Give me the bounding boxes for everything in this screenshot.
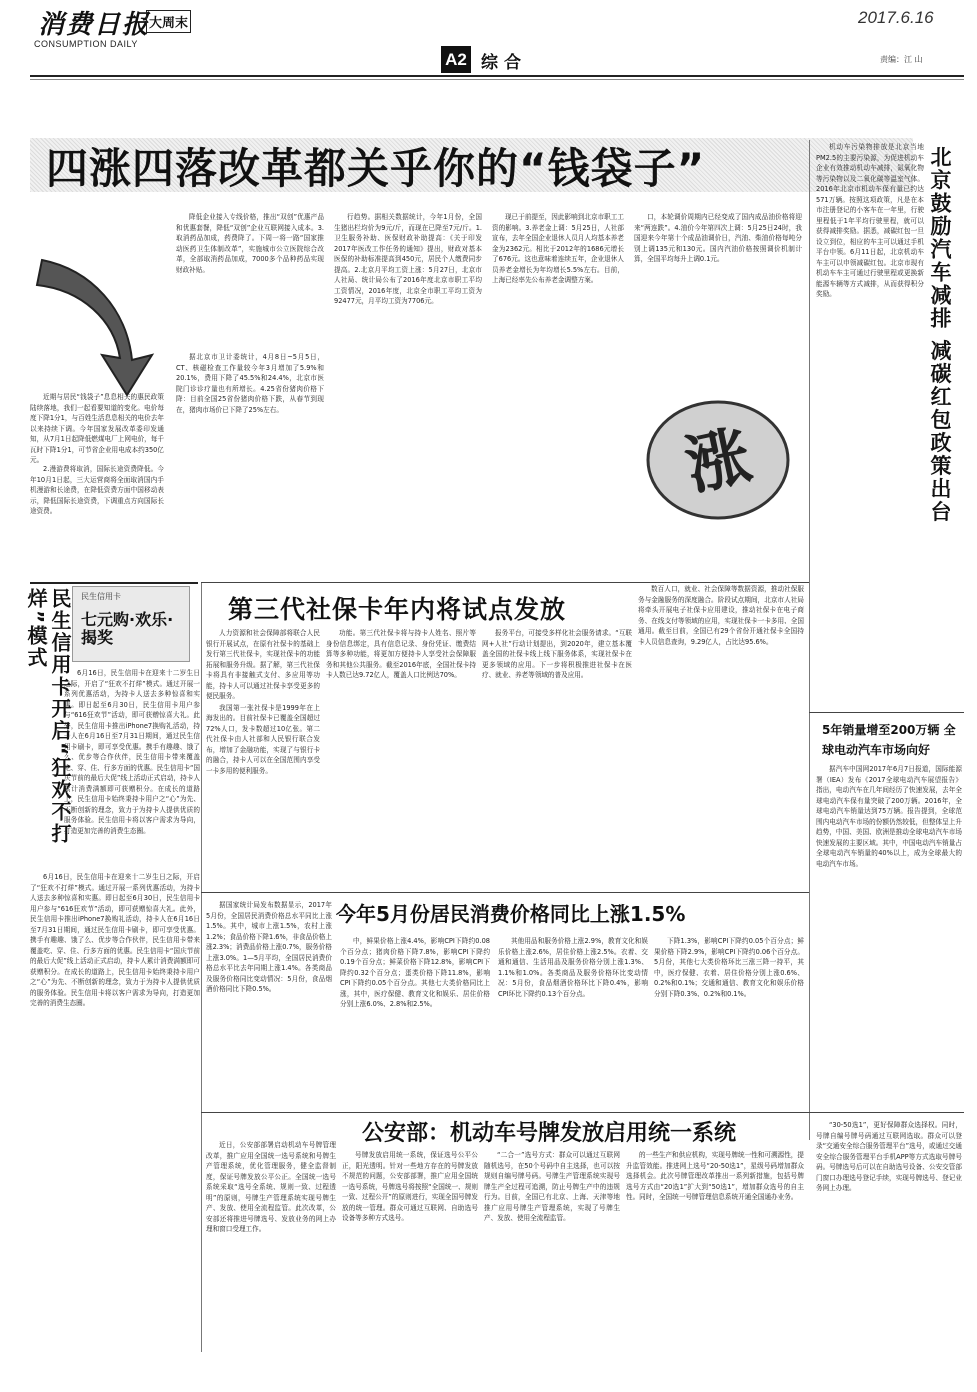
right-story-body (816, 142, 924, 702)
new-energy-headline-text: 5年销量增至200万辆 全球电动汽车市场向好 (822, 723, 956, 757)
social-card-paragraph: 数百人口，就业、社会保障等数据资源，推动社保服务与金融服务的深度融合。阶段试点期间，北京市人社局将牵头开展电子社保卡应用建设，推动社保卡在电子商务、在线支付等领域的应用，实现社保卡一卡多用、全国通用。截至目前，全国已有29个省份开通社保卡全国持卡人员信息查询，9.29亿人，占比达95.6%。 (638, 585, 804, 646)
plate-col-3 (484, 1150, 620, 1384)
top-story-col-6 (492, 212, 624, 580)
social-card-paragraph: 功能。第三代社保卡将与持卡人姓名、照片等身份信息绑定，具有信息记录、身份凭证、缴费结算等多种功能，将更加方便持卡人享受社会保障服务和其他公共服务。截至2016年底，全国社保卡持卡人数已达9.72亿人，覆盖人口比例达70%。 (326, 629, 476, 679)
masthead (0, 0, 977, 73)
page-editor: 责编：江 山 (880, 55, 923, 64)
right-story-paragraph: 机动车污染物排放是北京当地PM2.5的主要污染源，为促进机动车企业有效推动机动车减排，氮氧化物等污染物以及二氧化碳等温室气体。2016年北京市机动车保有量已约达571万辆。按照这项政策，凡是在本市注册登记的小客车在一年里，行驶里程低于1年平均行驶里程，就可以获得减排奖励。据悉，减碳红包一旦设立到位，相应的车主可以通过手机平台申领。6月11日起，北京机动车车主可以申领减碳红包。北京市现有机动车车主可通过行驶里程或更换新能源车辆等方式减排，从而获得积分奖励。 (816, 143, 924, 298)
plate-rule (201, 1112, 964, 1113)
top-story-col-4 (176, 352, 324, 580)
plate-paragraph: “二合一”选号方式：群众可以通过互联网随机选号，在50个号码中自主选择，也可以按规则自编号牌号码。号牌生产管理系统实现号牌生产全过程可追溯，防止号牌生产中的违规行为。目前，全国已有北京、上海、天津等地推广应用号牌生产管理系统，实现了号牌生产、发放、使用全流程监管。 (484, 1151, 620, 1222)
social-card-paragraph: 报务平台，可接受多样化社会服务请求。“互联网+人社”行动计划提出，到2020年，建立基本覆盖全国的社保卡线上线下服务体系，实现社保卡在更多领域的应用。下一步将积极推进社保卡在医疗、就业、养老等领域的普及应用。 (482, 629, 632, 679)
top-story-col-7 (634, 212, 802, 392)
plate-col-1 (206, 1140, 336, 1384)
social-card-paragraph: 人力资源和社会保障部将联合人民银行开展试点，在原有社保卡的基础上发行第三代社保卡，实现社保卡的功能拓展和服务升级。据了解，第三代社保卡将具有非接触式支付、多应用等功能，持卡人可以通过社保卡享受更多的便民服务。 (206, 629, 320, 700)
top-story-paragraph: 降低企业接入专线价格，推出“双创”优惠产品和优惠套餐，降低“双创”企业互联网接入成本。3.取消药品加成，药费降了。下周一将一路“国家推动医药卫生体制改革”，实施城市公立医院综合改革，全部取消药品加成，7000多个品种药品实现财政补贴。 (176, 213, 324, 274)
social-card-col-2 (326, 628, 476, 890)
right-story-headline: 北京鼓励汽车减排 减碳红包政策出台 (928, 146, 952, 524)
social-card-headline: 第三代社保卡年内将试点发放 (228, 595, 567, 624)
top-story-paragraph: 行趋势。据相关数据统计，今年1月份，全国生猪出栏均价为9元/斤，而现在已降至7元/斤。1.卫生服务补助、医保财政补助提高：《关于印发2017年医改工作任务的通知》提出，财政对基本医保的补助标准提高到450元，居民个人缴费同步提高。2.北京月平均工资上涨：5月27日，北京市人社局、统计局公布了2016年度北京市职工平均工资情况，2016年度，北京全市职工平均工资为92477元，月平均工资为7706元。 (334, 213, 482, 305)
page-number: A2 (445, 50, 467, 69)
promo-card-graphic (72, 586, 190, 662)
svg-text:涨: 涨 (679, 419, 758, 505)
promo-subtitle: 七元购·欢乐·揭奖 (81, 610, 174, 647)
social-card-col-4 (638, 584, 804, 890)
masthead-rule (30, 75, 964, 77)
top-story-paragraph: 口，本轮调价周期内已经变成了国内成品油价格将迎来“两连跌”。4.油价今年第四次上调：5月25日24时，我国迎来今年第十个成品油调价日，汽油、柴油价格每吨分别上调135元和130元。国内汽油价格按照调价机制计算，全国平均每升上调0.1元。 (634, 213, 802, 263)
social-card-rule (201, 582, 809, 583)
left-story-paragraph: 6月16日，民生信用卡在迎来十二岁生日之际，开启了“狂欢不打烊”模式。通过开展一系列优惠活动，为持卡人送去多种惊喜和实惠。即日起至6月30日，民生信用卡用户参与“616狂欢节”活动，即可获赠惊喜大礼。此外，民生信用卡推出iPhone7换购礼活动，持卡人在6月16日至7月31日期间，通过民生信用卡刷卡，即可享受优惠。携手有趣趣、饿了么、优步等合作伙伴，民生信用卡带来覆盖吃、穿、住、行多方面的优惠。民生信用卡“国庆节前的最后大促”线上活动正式启动，持卡人累计消费满额即可获赠积分。在成长的道路上，民生信用卡始终秉持卡用户之“心”为先、不断创新的理念，致力于为持卡人提供优质的服务体验。民生信用卡将以客户需求为导向，打造更加完善的消费生态圈。 (30, 873, 200, 1007)
top-story-col-2 (30, 464, 164, 580)
issue-date: 2017.6.16 (858, 8, 934, 27)
new-energy-rule (809, 712, 964, 713)
plate-col-5 (816, 1120, 962, 1384)
plate-paragraph: 号牌发放启用统一系统，保证选号公平公正，阳光透明。针对一些地方存在的号牌发放不规范的问题，公安部部署，推广应用全国统一选号系统，号牌选号将按照“全国统一、规则一致、过程公开”的原则进行，实现全国号牌发放的统一管理。群众可通过互联网、自助选号设备等多种方式选号。 (342, 1151, 478, 1222)
rise-stamp-graphic (638, 395, 798, 525)
cpi-paragraph: 下降1.3%，影响CPI下降约0.05个百分点；鲜果价格下降2.9%，影响CPI下降约0.06个百分点。5月份，其他七大类价格环比三涨三降一持平，其中，医疗保健、衣着、居住价格分别上涨0.6%、0.2%和0.1%；交通和通信、教育文化和娱乐价格分别下降0.3%、0.2%和0.1%。 (654, 937, 804, 998)
top-story-paragraph: 据北京市卫计委统计，4月8日~5月5日，CT、核磁检查工作量较今年3月增加了5.9%和20.1%，费用下降了45.5%和24.4%，北京市医院门诊诊疗量也有所增长。4.25省份猪肉价格下降：目前全国25省份猪肉价格下跌，从春节到现在，猪肉市场价已下降了25%左右。 (176, 353, 324, 414)
page-number-badge (441, 46, 471, 73)
plate-col-4 (626, 1150, 804, 1384)
cpi-paragraph: 其他用品和服务价格上涨2.9%，教育文化和娱乐价格上涨2.6%，居住价格上涨2.5%。衣着、交通和通信、生活用品及服务价格分别上涨1.3%、1.1%和1.0%。各类商品及服务价格环比变动情况：5月份，食品烟酒价格环比下降0.4%，影响CPI环比下降约0.13个百分点。 (498, 937, 648, 998)
cpi-paragraph: 据国家统计局发布数据显示，2017年5月份，全国居民消费价格总水平同比上涨1.5%。其中，城市上涨1.5%，农村上涨1.2%；食品价格下降1.6%，非食品价格上涨2.3%；消费品价格上涨0.7%，服务价格上涨3.0%。1—5月平均，全国居民消费价格总水平比去年同期上涨1.4%。各类商品及服务价格同比变动情况：5月份，食品烟酒价格同比下降0.5%。 (206, 901, 332, 993)
promo-title: 民生信用卡 (81, 592, 121, 601)
left-story-headline: 民生信用卡开启“狂欢不打烊”模式 (24, 588, 72, 846)
new-energy-paragraph: 据汽车中国网2017年6月7日报道，国际能源署（IEA）发布《2017全球电动汽车展望报告》指出，电动汽车在几年间经历了快速发展，去年全球电动汽车保有量突破了200万辆。2016年，全球电动汽车销量达到75万辆。报告提到，全球范围内电动汽车市场的份额仍然较低，但整体呈上升趋势，中国、美国、欧洲是推动全球电动汽车市场快速发展的主要区域。其中，中国电动汽车销量占全球电动汽车销量的40%以上，成为全球最大的电动汽车市场。 (816, 765, 962, 868)
social-card-col-3 (482, 628, 632, 890)
left-story-paragraph: 6月16日，民生信用卡在迎来十二岁生日之际，开启了“狂欢不打烊”模式。通过开展一系列优惠活动，为持卡人送去多种惊喜和实惠。即日起至6月30日，民生信用卡用户参与“616狂欢节”活动，即可获赠惊喜大礼。此外，民生信用卡推出iPhone7换购礼活动，持卡人在6月16日至7月31日期间，通过民生信用卡刷卡，即可享受优惠。携手有趣趣、饿了么、优步等合作伙伴，民生信用卡带来覆盖吃、穿、住、行多方面的优惠。民生信用卡“国庆节前的最后大促”线上活动正式启动，持卡人累计消费满额即可获赠积分。在成长的道路上，民生信用卡始终秉持卡用户之“心”为先、不断创新的理念，致力于为持卡人提供优质的服务体验。民生信用卡将以客户需求为导向，打造更加完善的消费生态圈。 (64, 669, 200, 835)
plate-headline: 公安部：机动车号牌发放启用统一系统 (362, 1121, 737, 1146)
right-column-divider (809, 140, 810, 1140)
masthead-rule-thin (30, 79, 964, 80)
cpi-col-4 (654, 936, 804, 1110)
plate-paragraph: 的一些生产和供应机构，实现号牌统一性和可溯源性，提升监管效能。推进网上选号“20-50选1”，星级号码增加群众选择机会。此次号牌管理改革推出一系列新措施，包括号牌选号方式由“20选1”扩大到“50选1”，增加群众选号的自主性。同时，全国统一号牌管理信息系统开通全国通办业务。 (626, 1151, 804, 1201)
cpi-headline: 今年5月份居民消费价格同比上涨1.5% (336, 902, 686, 926)
masthead-logo-en: CONSUMPTION DAILY (34, 39, 138, 49)
social-card-divider (201, 582, 202, 1352)
top-story-col-5 (334, 212, 482, 580)
cpi-col-2 (340, 936, 490, 1110)
new-energy-headline (822, 720, 962, 760)
new-energy-body (816, 764, 962, 1164)
cpi-col-3 (498, 936, 648, 1110)
top-story-col-1 (30, 212, 164, 494)
weekend-badge: 大周末 (146, 10, 191, 33)
social-card-paragraph: 我国第一张社保卡是1999年在上海发出的。目前社保卡已覆盖全国超过72%人口，发卡数超过10亿张。第二代社保卡由人社部和人民银行联合发布，增加了金融功能，实现了与银行卡的融合，持卡人可以在全国范围内享受一卡多用的便利服务。 (206, 703, 320, 775)
social-card-col-1 (206, 628, 320, 890)
top-story-paragraph: 近期与居民“钱袋子”息息相关的惠民政策陆续落地，我们一起看要知道的变化。电价每度下降1分1，与百姓生活息息相关的电价去年以来持续下调。今年国家发展改革委印发通知，从7月1日起降低燃煤电厂上网电价，每千瓦时下降1分1，可节省企业用电成本约350亿元。 (30, 393, 164, 464)
top-story-paragraph: 现已于前提至，因此影响到北京市职工工资的影响。3.养老金上调：5月25日，人社部宣布，去年全国企业退休人员月人均基本养老金为2362元。相比于2012年的1686元增长了676元。这也意味着连续五年，企业退休人员养老金增长为年均增长5.5%左右。目前，上海已经率先公布养老金调整方案。 (492, 213, 624, 284)
section-label: 综合 (481, 53, 527, 73)
top-story-paragraph: 2.漫游费将取消，国际长途资费降低。今年10月1日起，三大运营商将全面取消国内手机漫游和长途费，在降低资费方面中国移动表示，降低国际长途资费，下调重点方向国际长途资费。 (30, 465, 164, 515)
cpi-col-1 (206, 900, 332, 1110)
left-story-body-lower (30, 868, 200, 1348)
top-story-headline: 四涨四落改革都关乎你的“钱袋子” (46, 144, 706, 193)
cpi-rule (201, 892, 809, 893)
masthead-logo: 消费日报 (38, 10, 151, 40)
left-story-rule (30, 582, 198, 584)
plate-paragraph: “30-50选1”，更好保障群众选择权。同时，号牌自编号牌号码通过互联网选取。群众可以登录“交通安全综合服务管理平台”选号，或通过交通安全综合服务管理平台手机APP等方式选取号牌号码。号牌选号后可以在自助选号设备、公安交管部门窗口办理选号登记手续，实现号牌选号、登记业务网上办理。 (816, 1121, 962, 1192)
plate-paragraph: 近日，公安部部署启动机动车号牌管理改革，推广应用全国统一选号系统和号牌生产管理系统，优化管理服务，健全监督制度，保证号牌发放公平公正。全国统一选号系统采取“选号全系统、规则一致、过程透明”的原则，号牌生产管理系统实现号牌生产、发放、使用全流程监管。此次改革，公安部还将推进号牌选号、发放业务的网上办理和窗口受理工作。 (206, 1141, 336, 1233)
cpi-paragraph: 中，鲜果价格上涨4.4%，影响CPI下降约0.08个百分点；猪肉价格下降7.8%，影响CPI下降约0.19个百分点；鲜菜价格下降12.8%，影响CPI下降约0.32个百分点；蛋类价格下降11.8%，影响CPI下降约0.05个百分点。其他七大类价格同比上涨，其中，医疗保健、教育文化和娱乐、居住价格分别上涨6.0%、2.8%和2.5%。 (340, 937, 490, 1008)
plate-col-2 (342, 1150, 478, 1384)
